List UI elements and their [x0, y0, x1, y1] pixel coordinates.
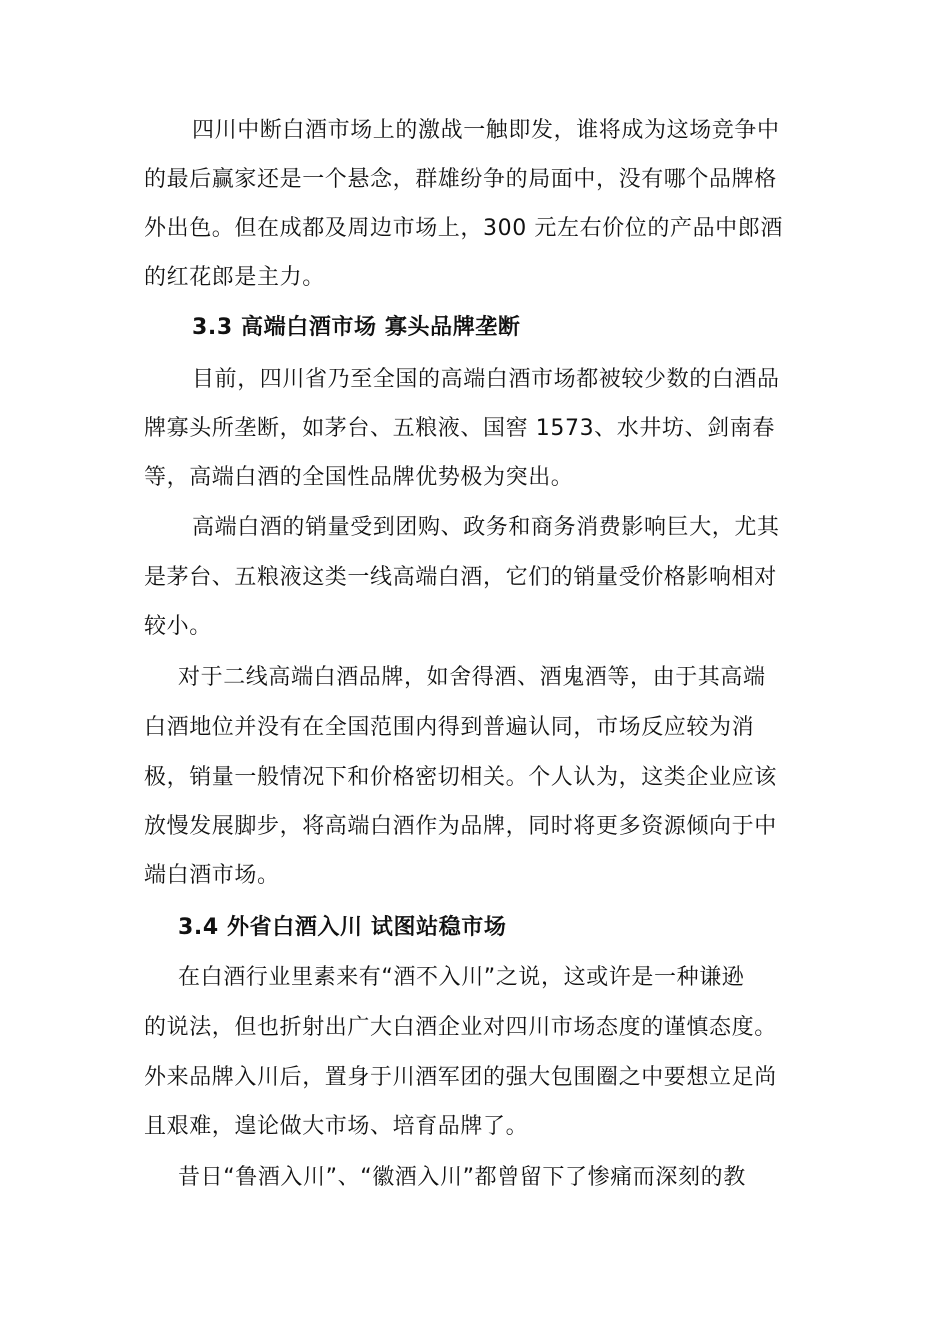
paragraph-line: 的最后赢家还是一个悬念，群雄纷争的局面中，没有哪个品牌格 [144, 167, 777, 192]
paragraph-line: 外来品牌入川后，置身于川酒军团的强大包围圈之中要想立足尚 [144, 1065, 777, 1090]
paragraph-line: 白酒地位并没有在全国范围内得到普遍认同，市场反应较为消 [144, 715, 755, 740]
paragraph-line: 且艰难，遑论做大市场、培育品牌了。 [144, 1114, 529, 1139]
paragraph-line: 高端白酒的销量受到团购、政务和商务消费影响巨大，尤其 [192, 515, 780, 540]
paragraph-line: 放慢发展脚步，将高端白酒作为品牌，同时将更多资源倾向于中 [144, 814, 777, 839]
paragraph-line: 较小。 [144, 614, 212, 639]
paragraph-line: 四川中断白酒市场上的激战一触即发，谁将成为这场竞争中 [192, 118, 780, 143]
paragraph-line: 牌寡头所垄断，如茅台、五粮液、国窖 1573、水井坊、剑南春 [144, 416, 775, 441]
paragraph-line: 在白酒行业里素来有“酒不入川”之说，这或许是一种谦逊 [178, 965, 745, 990]
section-heading-3-4: 3.4 外省白酒入川 试图站稳市场 [178, 915, 507, 940]
paragraph-line: 是茅台、五粮液这类一线高端白酒，它们的销量受价格影响相对 [144, 565, 777, 590]
paragraph-line: 等，高端白酒的全国性品牌优势极为突出。 [144, 465, 574, 490]
paragraph-line: 端白酒市场。 [144, 863, 280, 888]
paragraph-line: 极，销量一般情况下和价格密切相关。个人认为，这类企业应该 [144, 765, 777, 790]
paragraph-line: 的说法，但也折射出广大白酒企业对四川市场态度的谨慎态度。 [144, 1015, 777, 1040]
section-heading-3-3: 3.3 高端白酒市场 寡头品牌垄断 [192, 315, 521, 340]
paragraph-line: 对于二线高端白酒品牌，如舍得酒、酒鬼酒等，由于其高端 [178, 665, 766, 690]
paragraph-line: 的红花郎是主力。 [144, 265, 325, 290]
paragraph-line: 目前，四川省乃至全国的高端白酒市场都被较少数的白酒品 [192, 367, 780, 392]
paragraph-line: 外出色。但在成都及周边市场上，300 元左右价位的产品中郎酒 [144, 216, 783, 241]
paragraph-line: 昔日“鲁酒入川”、“徽酒入川”都曾留下了惨痛而深刻的教 [178, 1165, 746, 1190]
